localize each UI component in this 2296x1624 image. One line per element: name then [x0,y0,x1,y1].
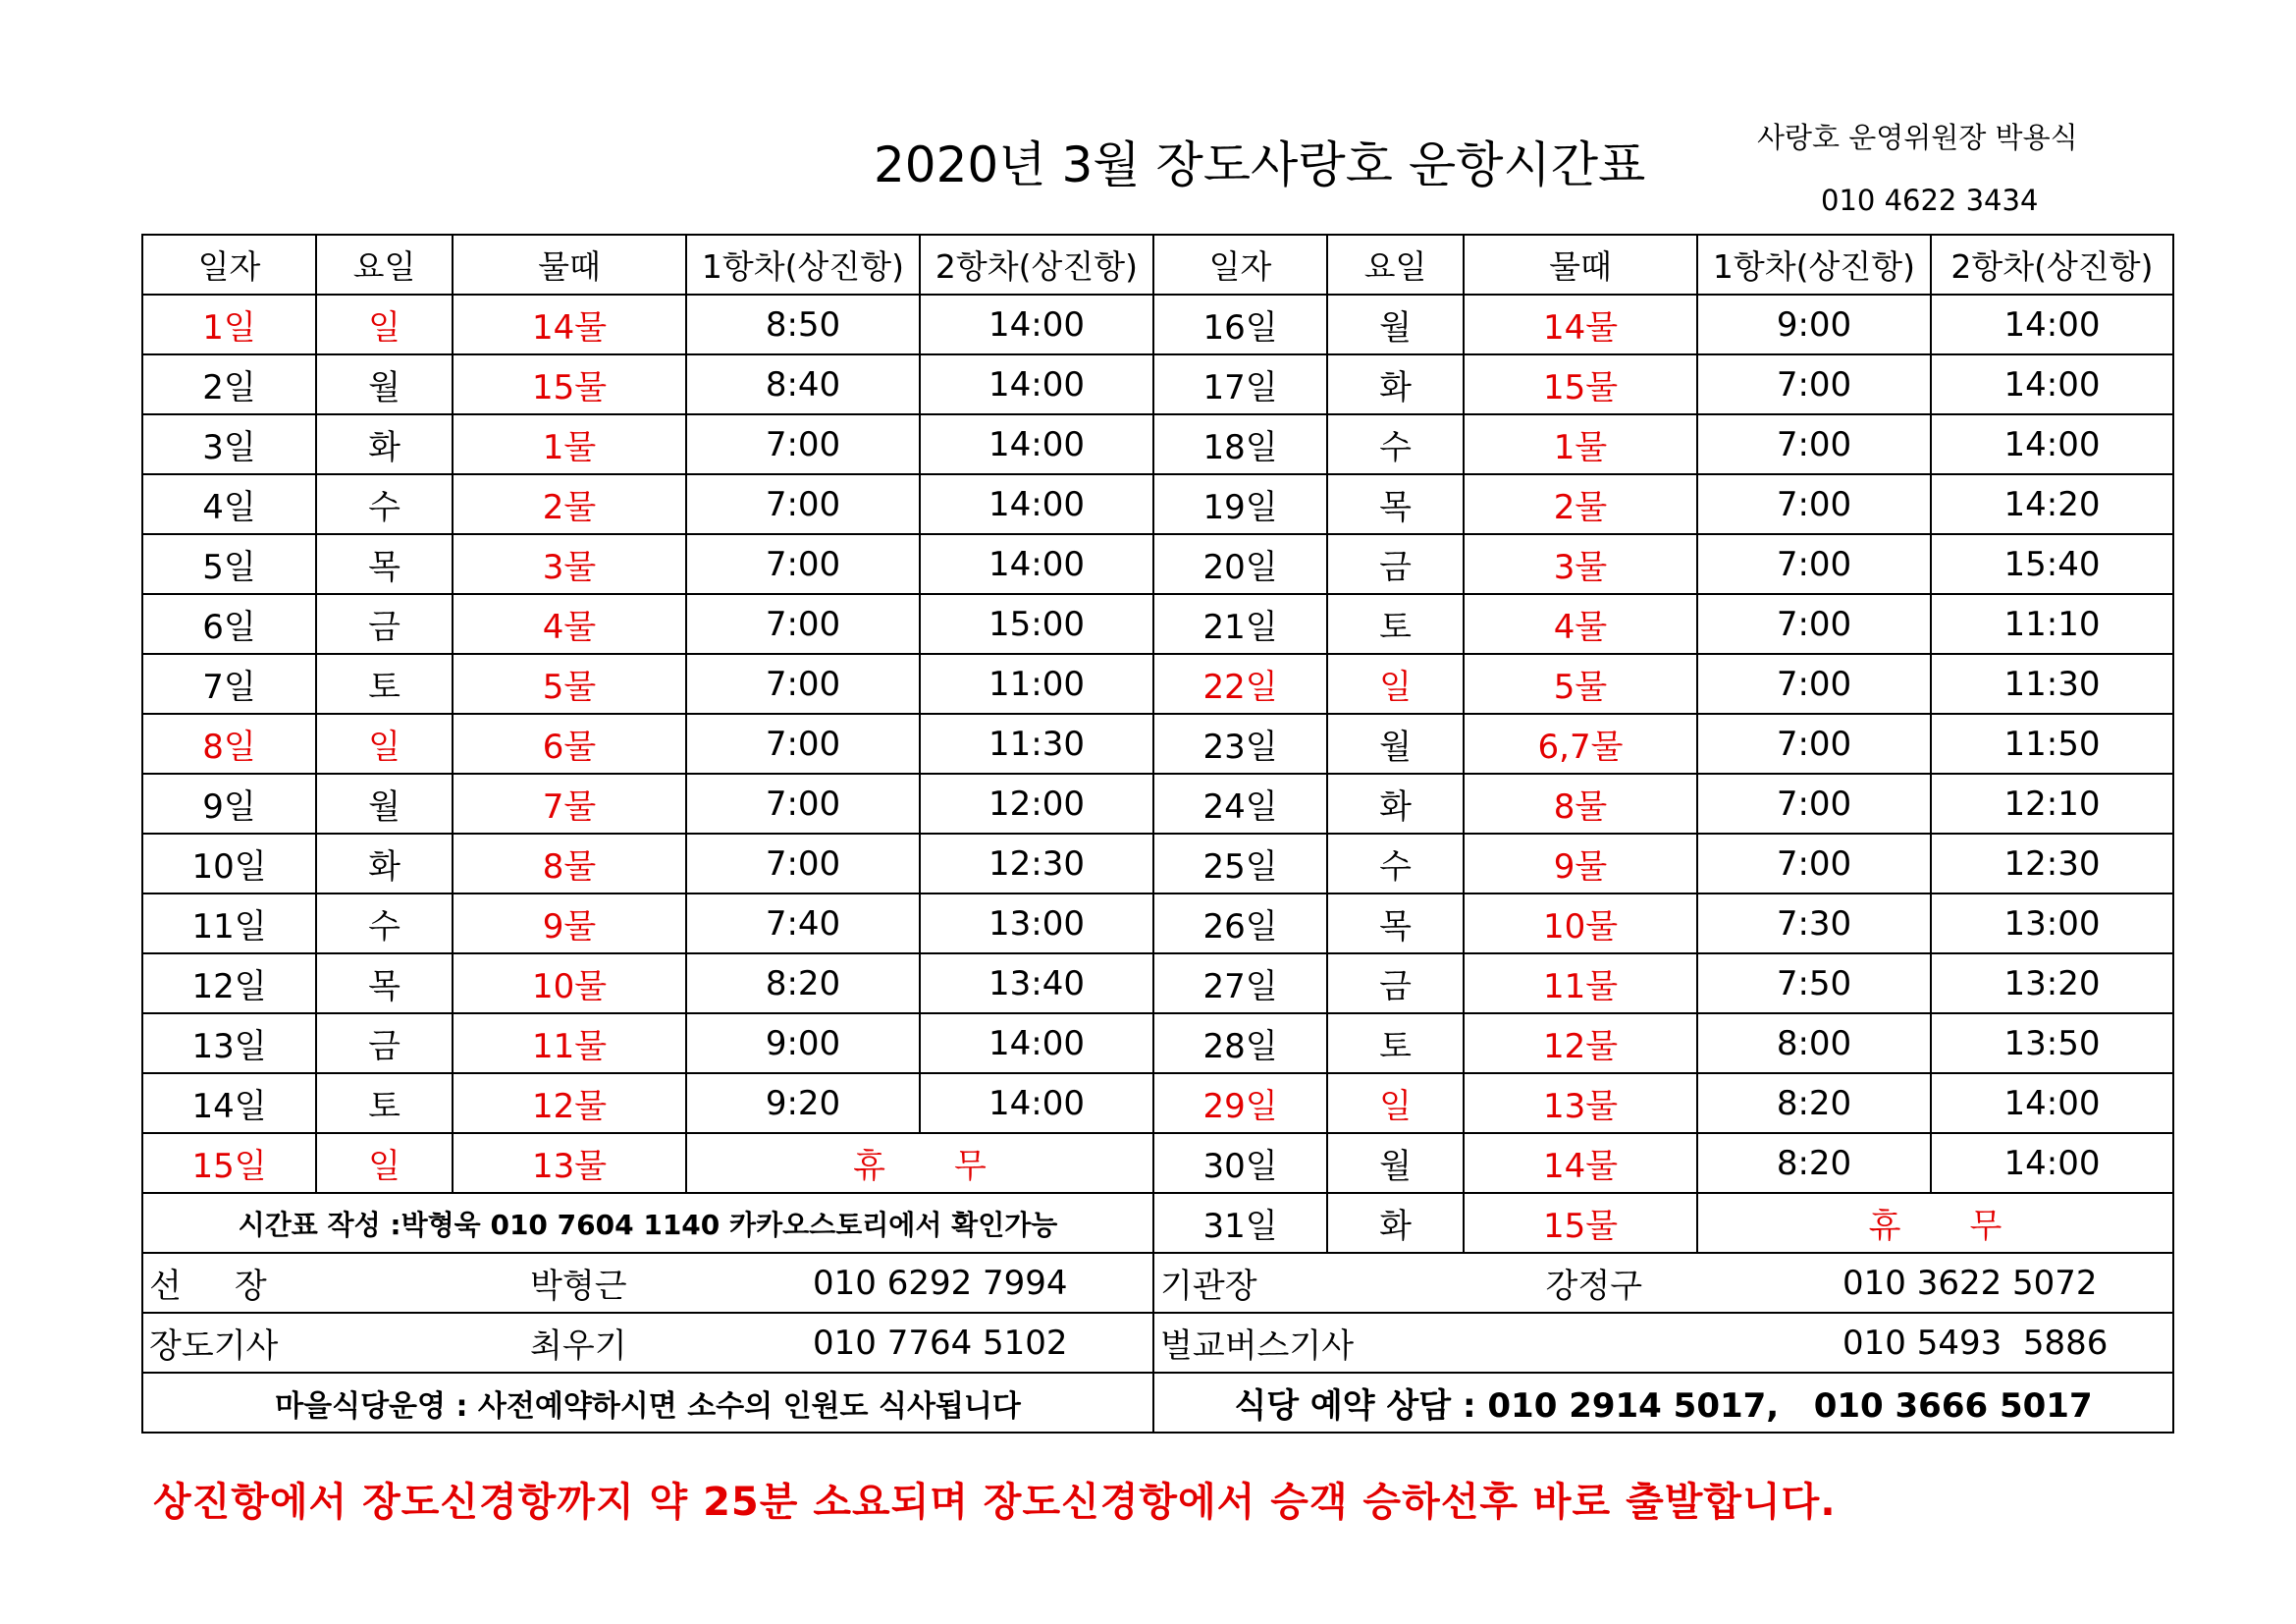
second-trip-time: 15:40 [1931,534,2173,594]
weekday-cell: 수 [316,893,453,953]
tide-cell: 1물 [1464,414,1697,474]
second-trip-time: 12:00 [920,774,1153,834]
first-trip-time: 8:00 [1697,1013,1931,1073]
date-cell: 2일 [142,354,316,414]
date-cell: 6일 [142,594,316,654]
first-trip-time: 7:40 [686,893,920,953]
header-tide: 물때 [1464,235,1697,295]
date-cell: 27일 [1153,953,1327,1013]
second-trip-time: 11:50 [1931,714,2173,774]
first-trip-time: 7:00 [1697,354,1931,414]
weekday-cell: 화 [1327,1193,1464,1253]
restaurant-note: 마을식당운영 : 사전예약하시면 소수의 인원도 식사됩니다 [142,1373,1153,1433]
table-row [142,1193,2173,1253]
second-trip-time: 11:30 [1931,654,2173,714]
jangdo-driver-info [142,1313,1153,1373]
tide-cell: 9물 [1464,834,1697,893]
weekday-cell: 월 [316,354,453,414]
table-row [142,474,2173,534]
tide-cell: 15물 [1464,1193,1697,1253]
date-cell: 30일 [1153,1133,1327,1193]
weekday-cell: 수 [1327,834,1464,893]
date-cell: 31일 [1153,1193,1327,1253]
weekday-cell: 토 [1327,1013,1464,1073]
second-trip-time: 11:30 [920,714,1153,774]
departure-note: 상진항에서 장도신경항까지 약 25분 소요되며 장도신경항에서 승객 승하선후 바로 출발합니다. [153,1480,1837,1525]
jangdo-role: 장도기사 [149,1326,279,1366]
first-trip-time: 7:00 [1697,414,1931,474]
second-trip-time: 13:00 [1931,893,2173,953]
table-row [142,414,2173,474]
first-trip-time: 7:00 [686,474,920,534]
date-cell: 25일 [1153,834,1327,893]
second-trip-time: 14:00 [1931,1073,2173,1133]
weekday-cell: 금 [316,1013,453,1073]
weekday-cell: 화 [1327,774,1464,834]
first-trip-time: 7:00 [1697,654,1931,714]
first-trip-time: 7:00 [686,414,920,474]
tide-cell: 3물 [453,534,686,594]
bus-role: 벌교버스기사 [1160,1326,1355,1366]
no-service-label: 휴 [853,1147,885,1186]
table-row [142,834,2173,893]
tide-cell: 5물 [1464,654,1697,714]
jangdo-name: 최우기 [530,1326,627,1366]
tide-cell: 8물 [1464,774,1697,834]
first-trip-time: 7:00 [1697,594,1931,654]
second-trip-time: 14:00 [920,474,1153,534]
table-row [142,354,2173,414]
tide-cell: 14물 [1464,1133,1697,1193]
tide-cell: 10물 [1464,893,1697,953]
second-trip-time: 14:00 [920,295,1153,354]
date-cell: 8일 [142,714,316,774]
contact-phone: 010 4622 3434 [1821,184,2039,217]
table-header-row [142,235,2173,295]
second-trip-time: 14:00 [1931,1133,2173,1193]
date-cell: 19일 [1153,474,1327,534]
tide-cell: 5물 [453,654,686,714]
weekday-cell: 월 [316,774,453,834]
weekday-cell: 토 [316,654,453,714]
tide-cell: 4물 [1464,594,1697,654]
weekday-cell: 화 [1327,354,1464,414]
weekday-cell: 목 [1327,893,1464,953]
first-trip-time: 7:00 [1697,774,1931,834]
header-date: 일자 [1153,235,1327,295]
tide-cell: 11물 [453,1013,686,1073]
weekday-cell: 월 [1327,1133,1464,1193]
first-trip-time: 7:50 [1697,953,1931,1013]
date-cell: 28일 [1153,1013,1327,1073]
first-trip-time: 8:20 [686,953,920,1013]
date-cell: 10일 [142,834,316,893]
engineer-name: 강정구 [1545,1267,1643,1306]
header-second-trip: 2항차(상진항) [1931,235,2173,295]
date-cell: 12일 [142,953,316,1013]
weekday-cell: 목 [1327,474,1464,534]
first-trip-time: 7:00 [686,834,920,893]
reservation-note: 식당 예약 상담 : 010 2914 5017, 010 3666 5017 [1153,1373,2173,1433]
tide-cell: 9물 [453,893,686,953]
date-cell: 16일 [1153,295,1327,354]
tide-cell: 15물 [453,354,686,414]
first-trip-time: 7:00 [686,714,920,774]
second-trip-time: 13:50 [1931,1013,2173,1073]
captain-name: 박형근 [530,1267,627,1306]
tide-cell: 10물 [453,953,686,1013]
weekday-cell: 일 [316,295,453,354]
weekday-cell: 일 [316,714,453,774]
tide-cell: 13물 [453,1133,686,1193]
tide-cell: 2물 [453,474,686,534]
weekday-cell: 수 [316,474,453,534]
date-cell: 23일 [1153,714,1327,774]
header-tide: 물때 [453,235,686,295]
first-trip-time: 7:00 [686,594,920,654]
date-cell: 5일 [142,534,316,594]
tide-cell: 12물 [453,1073,686,1133]
weekday-cell: 월 [1327,295,1464,354]
captain-role: 선 장 [149,1267,267,1306]
table-row [142,295,2173,354]
date-cell: 4일 [142,474,316,534]
staff-row [142,1253,2173,1313]
no-service-label: 무 [1969,1207,2002,1246]
date-cell: 13일 [142,1013,316,1073]
second-trip-time: 14:00 [1931,295,2173,354]
second-trip-time: 13:40 [920,953,1153,1013]
date-cell: 9일 [142,774,316,834]
date-cell: 15일 [142,1133,316,1193]
timetable-author-note: 시간표 작성 :박형욱 010 7604 1140 카카오스토리에서 확인가능 [142,1193,1153,1253]
first-trip-time: 7:00 [1697,714,1931,774]
first-trip-time: 8:50 [686,295,920,354]
header-first-trip: 1항차(상진항) [686,235,920,295]
header-weekday: 요일 [316,235,453,295]
weekday-cell: 월 [1327,714,1464,774]
date-cell: 21일 [1153,594,1327,654]
weekday-cell: 일 [1327,1073,1464,1133]
table-row [142,1073,2173,1133]
first-trip-time: 8:20 [1697,1073,1931,1133]
tide-cell: 14물 [453,295,686,354]
first-trip-time: 7:00 [686,534,920,594]
tide-cell: 13물 [1464,1073,1697,1133]
tide-cell: 3물 [1464,534,1697,594]
table-row [142,893,2173,953]
tide-cell: 15물 [1464,354,1697,414]
first-trip-time: 9:00 [686,1013,920,1073]
date-cell: 20일 [1153,534,1327,594]
tide-cell: 7물 [453,774,686,834]
jangdo-phone: 010 7764 5102 [813,1323,1068,1363]
date-cell: 29일 [1153,1073,1327,1133]
table-row [142,1013,2173,1073]
second-trip-time: 14:00 [920,1073,1153,1133]
captain-info [142,1253,1153,1313]
page-title: 2020년 3월 장도사랑호 운항시간표 [874,136,1646,193]
first-trip-time: 9:20 [686,1073,920,1133]
table-row [142,1133,2173,1193]
weekday-cell: 금 [316,594,453,654]
first-trip-time: 7:00 [1697,834,1931,893]
tide-cell: 14물 [1464,295,1697,354]
weekday-cell: 목 [316,953,453,1013]
second-trip-time: 14:00 [920,1013,1153,1073]
contact-name: 사랑호 운영위원장 박용식 [1757,121,2078,154]
tide-cell: 6물 [453,714,686,774]
no-service-label: 무 [954,1147,987,1186]
header-date: 일자 [142,235,316,295]
captain-phone: 010 6292 7994 [813,1263,1068,1303]
table-row [142,714,2173,774]
table-row [142,594,2173,654]
second-trip-time: 14:00 [920,414,1153,474]
date-cell: 11일 [142,893,316,953]
first-trip-time: 7:00 [686,774,920,834]
second-trip-time: 13:00 [920,893,1153,953]
date-cell: 7일 [142,654,316,714]
tide-cell: 1물 [453,414,686,474]
first-trip-time: 7:30 [1697,893,1931,953]
second-trip-time: 13:20 [1931,953,2173,1013]
tide-cell: 11물 [1464,953,1697,1013]
schedule-table [141,234,2174,1434]
second-trip-time: 14:00 [1931,354,2173,414]
weekday-cell: 목 [316,534,453,594]
tide-cell: 8물 [453,834,686,893]
weekday-cell: 금 [1327,534,1464,594]
weekday-cell: 수 [1327,414,1464,474]
second-trip-time: 12:30 [1931,834,2173,893]
bus-driver-info [1153,1313,2173,1373]
bus-phone: 010 5493 5886 [1842,1323,2109,1363]
first-trip-time: 9:00 [1697,295,1931,354]
tide-cell: 12물 [1464,1013,1697,1073]
second-trip-time: 14:20 [1931,474,2173,534]
date-cell: 22일 [1153,654,1327,714]
weekday-cell: 토 [316,1073,453,1133]
second-trip-time: 12:10 [1931,774,2173,834]
second-trip-time: 14:00 [920,354,1153,414]
first-trip-time: 7:00 [1697,474,1931,534]
table-row [142,774,2173,834]
second-trip-time: 15:00 [920,594,1153,654]
weekday-cell: 일 [1327,654,1464,714]
first-trip-time: 8:20 [1697,1133,1931,1193]
second-trip-time: 14:00 [920,534,1153,594]
table-row [142,534,2173,594]
restaurant-row [142,1373,2173,1433]
first-trip-time: 8:40 [686,354,920,414]
staff-row [142,1313,2173,1373]
engineer-role: 기관장 [1160,1267,1257,1306]
second-trip-time: 12:30 [920,834,1153,893]
date-cell: 26일 [1153,893,1327,953]
tide-cell: 2물 [1464,474,1697,534]
second-trip-time: 14:00 [1931,414,2173,474]
weekday-cell: 화 [316,414,453,474]
header-second-trip: 2항차(상진항) [920,235,1153,295]
date-cell: 14일 [142,1073,316,1133]
weekday-cell: 일 [316,1133,453,1193]
date-cell: 3일 [142,414,316,474]
weekday-cell: 금 [1327,953,1464,1013]
date-cell: 17일 [1153,354,1327,414]
second-trip-time: 11:00 [920,654,1153,714]
header-first-trip: 1항차(상진항) [1697,235,1931,295]
table-row [142,654,2173,714]
no-service-cell [686,1133,1153,1193]
header-weekday: 요일 [1327,235,1464,295]
engineer-phone: 010 3622 5072 [1842,1263,2098,1303]
weekday-cell: 토 [1327,594,1464,654]
engineer-info [1153,1253,2173,1313]
date-cell: 1일 [142,295,316,354]
first-trip-time: 7:00 [686,654,920,714]
table-row [142,953,2173,1013]
second-trip-time: 11:10 [1931,594,2173,654]
no-service-cell [1697,1193,2173,1253]
date-cell: 24일 [1153,774,1327,834]
weekday-cell: 화 [316,834,453,893]
tide-cell: 4물 [453,594,686,654]
no-service-label: 휴 [1868,1207,1901,1246]
date-cell: 18일 [1153,414,1327,474]
tide-cell: 6,7물 [1464,714,1697,774]
first-trip-time: 7:00 [1697,534,1931,594]
